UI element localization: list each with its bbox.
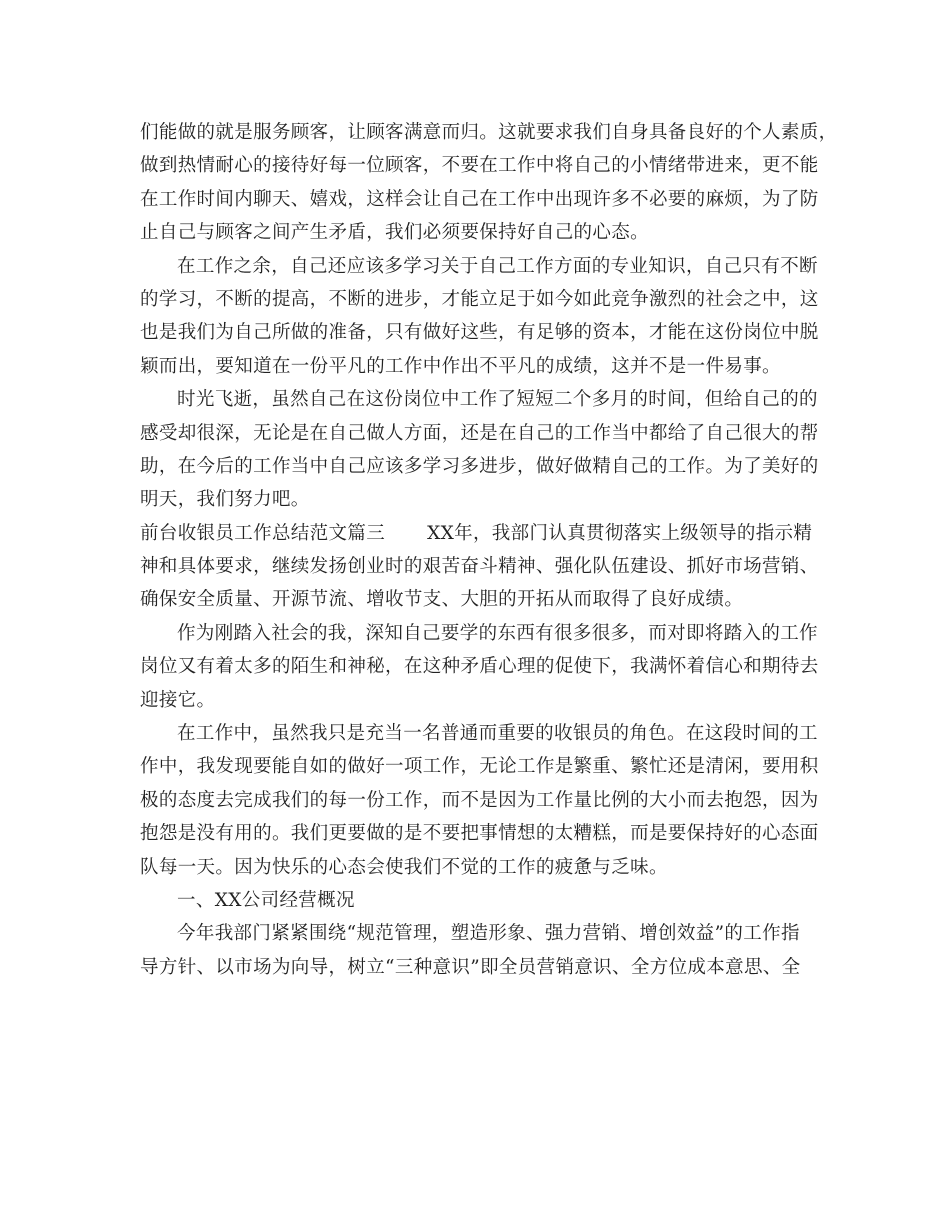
body-line: 颖而出，要知道在一份平凡的工作中作出不平凡的成绩，这并不是一件易事。 (140, 355, 781, 377)
body-line: 抱怨是没有用的。我们更要做的是不要把事情想的太糟糕，而是要保持好的心态面 (140, 823, 819, 845)
paragraph-first-line: 在工作之余，自己还应该多学习关于自己工作方面的专业知识，自己只有不断 (177, 255, 818, 277)
body-line: 们能做的就是服务顾客，让顾客满意而归。这就要求我们自身具备良好的个人素质， (140, 122, 838, 143)
body-line: 极的态度去完成我们的每一份工作，而不是因为工作量比例的大小而去抱怨，因为 (140, 789, 819, 811)
body-line: 确保安全质量、开源节流、增收节支、大胆的开拓从而取得了良好成绩。 (140, 589, 744, 611)
body-line: 也是我们为自己所做的准备，只有做好这些，有足够的资本，才能在这份岗位中脱 (140, 322, 819, 344)
section-title: 前台收银员工作总结范文篇三 (140, 522, 386, 544)
body-line: 迎接它。 (140, 689, 216, 711)
paragraph-first-line: 今年我部门紧紧围绕“规范管理，塑造形象、强力营销、增创效益”的工作指 (177, 923, 800, 945)
body-line: 明天，我们努力吧。 (140, 489, 310, 511)
body-line: 岗位又有着太多的陌生和神秘，在这种矛盾心理的促使下，我满怀着信心和期待去 (140, 656, 819, 678)
body-line: 队每一天。因为快乐的心态会使我们不觉的工作的疲惫与乏味。 (140, 856, 668, 878)
paragraph-first-line: 时光飞逝，虽然自己在这份岗位中工作了短短二个多月的时间，但给自己的的 (177, 389, 818, 411)
body-line: 做到热情耐心的接待好每一位顾客，不要在工作中将自己的小情绪带进来，更不能 (140, 155, 819, 177)
paragraph-first-line: 在工作中，虽然我只是充当一名普通而重要的收银员的角色。在这段时间的工 (177, 723, 818, 745)
body-line: 助，在今后的工作当中自己应该多学习多进步，做好做精自己的工作。为了美好的 (140, 455, 819, 477)
body-line: 止自己与顾客之间产生矛盾，我们必须要保持好自己的心态。 (140, 222, 649, 244)
body-line: 感受却很深，无论是在自己做人方面，还是在自己的工作当中都给了自己很大的帮 (140, 422, 819, 444)
section-lead-text: XX年，我部门认真贯彻落实上级领导的指示精 (427, 522, 813, 544)
document-body (140, 116, 838, 984)
paragraph-first-line: 作为刚踏入社会的我，深知自己要学的东西有很多很多，而对即将踏入的工作 (177, 622, 818, 644)
body-line: 导方针、以市场为向导，树立“三种意识”即全员营销意识、全方位成本意思、全 (140, 956, 801, 978)
section-heading-line (140, 517, 813, 550)
subsection-heading: 一、XX公司经营概况 (177, 889, 355, 911)
body-line: 在工作时间内聊天、嬉戏，这样会让自己在工作中出现许多不必要的麻烦，为了防 (140, 188, 819, 210)
body-line: 作中，我发现要能自如的做好一项工作，无论工作是繁重、繁忙还是清闲，要用积 (140, 756, 819, 778)
body-line: 的学习，不断的提高，不断的进步，才能立足于如今如此竞争激烈的社会之中，这 (140, 288, 819, 310)
body-line: 神和具体要求，继续发扬创业时的艰苦奋斗精神、强化队伍建设、抓好市场营销、 (140, 556, 819, 578)
